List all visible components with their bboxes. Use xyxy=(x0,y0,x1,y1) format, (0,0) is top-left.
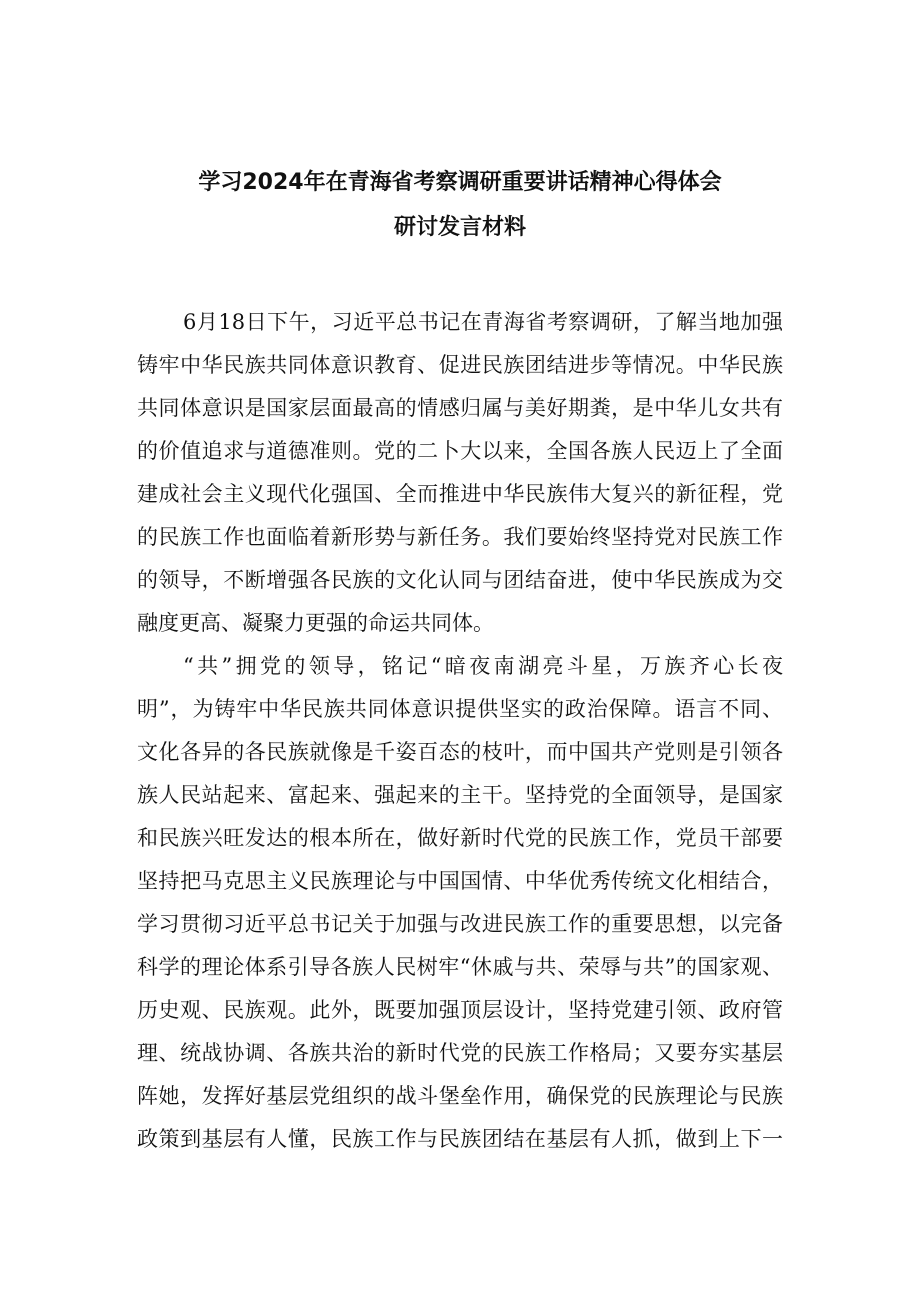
paragraph-line: 6月18日下午，习近平总书记在青海省考察调研，了解当地加强 xyxy=(183,310,783,334)
paragraph-line: 理、统战协调、各族共治的新时代党的民族工作格局；又要夯实基层 xyxy=(137,1041,783,1065)
paragraph-line: 共同体意识是国家层面最高的情感归属与美好期粪，是中华儿女共有 xyxy=(137,396,783,420)
paragraph-line: 明”，为铸牢中华民族共同体意识提供坚实的政治保障。语言不同、 xyxy=(137,697,783,721)
paragraph-line: 学习贯彻习近平总书记关于加强与改进民族工作的重要思想，以完备 xyxy=(137,912,783,936)
paragraph-line: 历史观、民族观。此外，既要加强顶层设计，坚持党建引领、政府管 xyxy=(137,998,783,1022)
paragraph-line: 的领导，不断增强各民族的文化认同与团结奋进，使中华民族成为交 xyxy=(137,568,783,592)
paragraph-line: 阵她，发挥好基层党组织的战斗堡垒作用，确保党的民族理论与民族 xyxy=(137,1084,783,1108)
document-title: 学习2024年在青海省考察调研重要讲话精神心得体会 xyxy=(198,170,722,195)
paragraph-line: 铸牢中华民族共同体意识教育、促进民族团结进步等情况。中华民族 xyxy=(137,353,783,377)
paragraph-line: 建成社会主义现代化强国、全而推进中华民族伟大复兴的新征程，党 xyxy=(137,482,783,506)
paragraph-line: “共”拥党的领导，铭记“暗夜南湖亮斗星，万族齐心长夜 xyxy=(183,654,783,678)
paragraph-line: 的价值追求与道德准则。党的二卜大以来，全国各族人民迈上了全面 xyxy=(137,439,783,463)
paragraph-line: 政策到基层有人懂，民族工作与民族团结在基层有人抓，做到上下一 xyxy=(137,1127,783,1151)
document-subtitle: 研讨发言材料 xyxy=(393,215,526,240)
paragraph-line: 和民族兴旺发达的根本所在，做好新时代党的民族工作，党员干部要 xyxy=(137,826,783,850)
paragraph-line: 族人民站起来、富起来、强起来的主干。坚持党的全面领导，是国家 xyxy=(137,783,783,807)
paragraph-line: 科学的理论体系引导各族人民树牢“休戚与共、荣辱与共”的国家观、 xyxy=(137,955,783,979)
paragraph-line: 坚持把马克思主义民族理论与中国国情、中华优秀传统文化相结合， xyxy=(137,869,783,893)
paragraph-line: 融度更高、凝聚力更强的命运共同体。 xyxy=(137,611,494,635)
paragraph-line: 的民族工作也面临着新形势与新任务。我们要始终坚持党对民族工作 xyxy=(137,525,783,549)
paragraph-line: 文化各异的各民族就像是千姿百态的枝叶，而中国共产党则是引领各 xyxy=(137,740,783,764)
